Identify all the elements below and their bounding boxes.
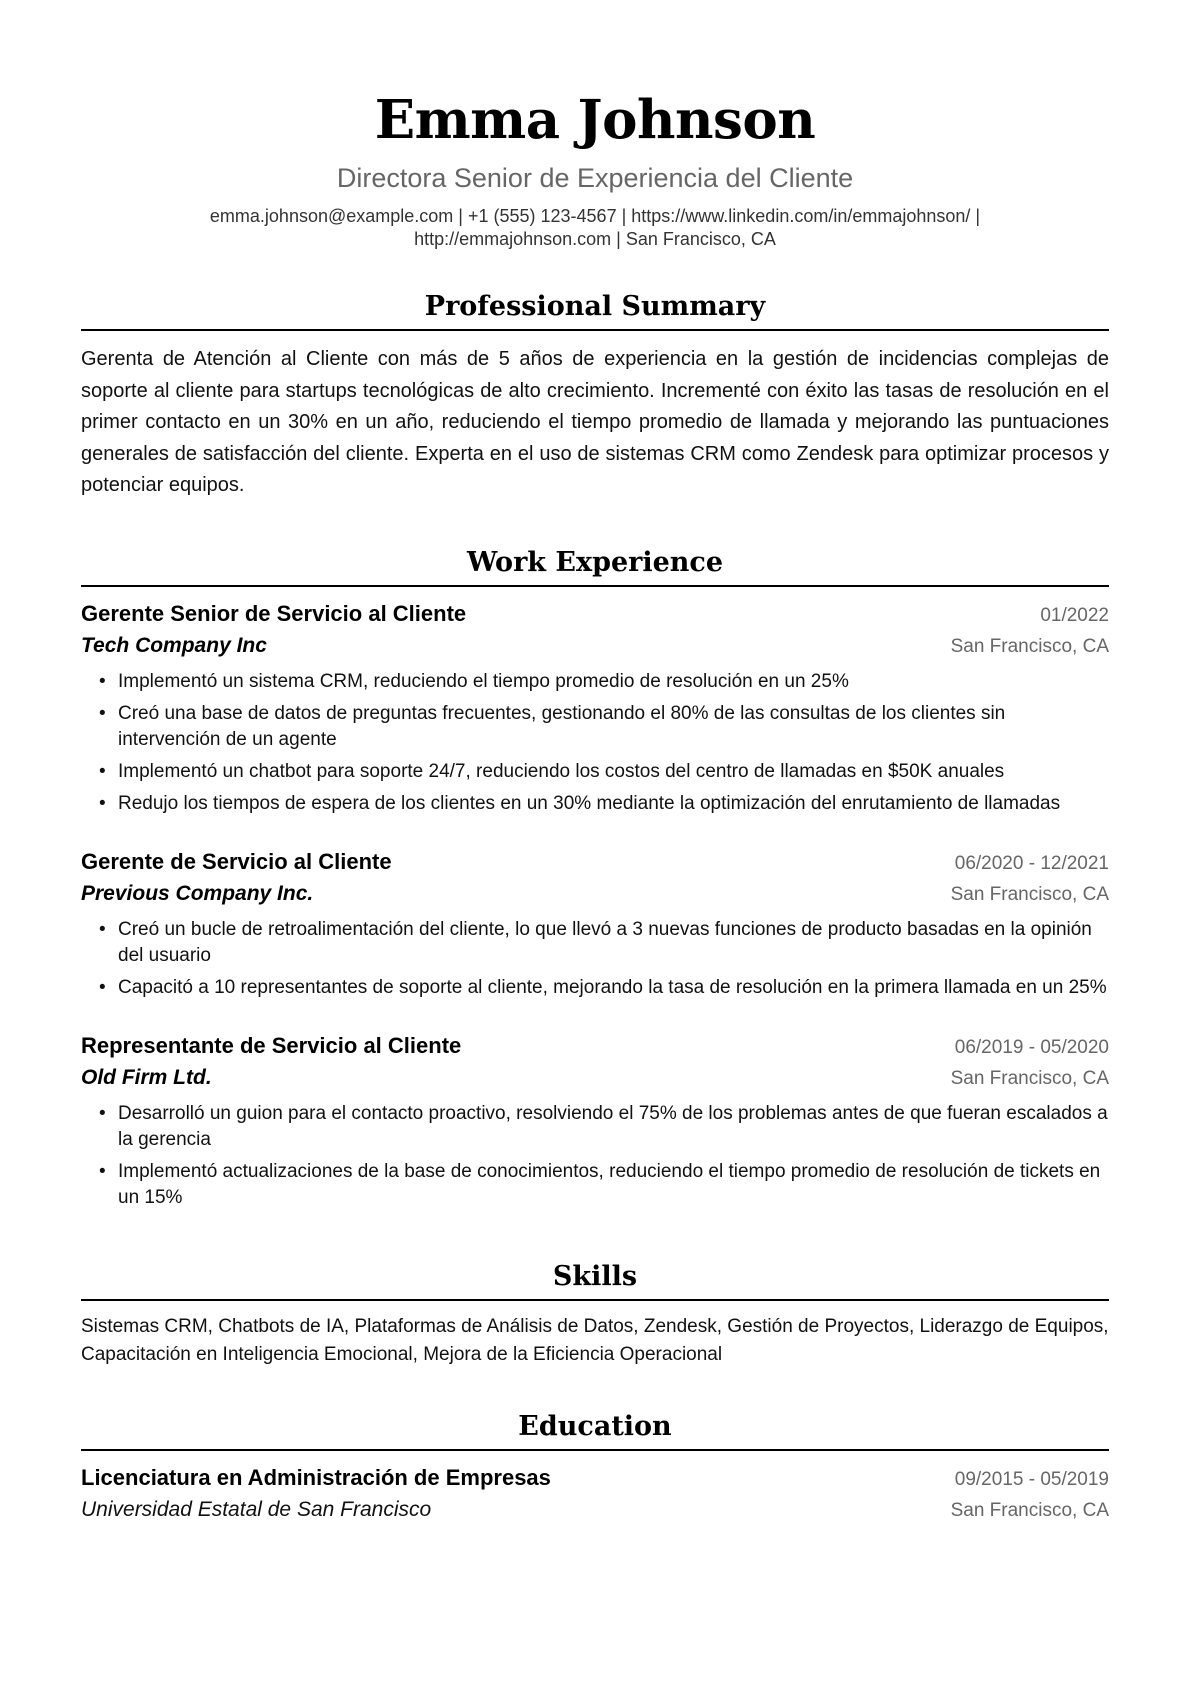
skills-text: Sistemas CRM, Chatbots de IA, Plataformas de Análisis de Datos, Zendesk, Gestión de Proyectos, Liderazgo de Equipos, Capacitación en Inteligencia Emocional, Mejora de la Eficiencia Operacional [81, 1315, 1109, 1365]
contact-line-1: emma.johnson@example.com | +1 (555) 123-4567 | https://www.linkedin.com/in/emmajohnson/ | [209, 206, 981, 226]
job-bullet: • Creó una base de datos de preguntas frecuentes, gestionando el 80% de las consultas de los clientes sin intervención de un agente [118, 701, 1109, 753]
skills-section [81, 1259, 1109, 1369]
education-degree: Licenciatura en Administración de Empresas [81, 1464, 551, 1490]
job-entry [81, 847, 1109, 1001]
job-company: Old Firm Ltd. [81, 1065, 212, 1089]
summary-heading: Professional Summary [81, 289, 1109, 331]
job-company: Previous Company Inc. [81, 881, 314, 905]
education-subheader-row [81, 1495, 1109, 1526]
job-date: 01/2022 [1040, 604, 1109, 626]
education-header-row [81, 1463, 1109, 1495]
job-date: 06/2020 - 12/2021 [954, 852, 1109, 874]
job-entry [81, 599, 1109, 817]
job-company: Tech Company Inc [81, 633, 267, 657]
candidate-name: Emma Johnson [374, 89, 816, 151]
education-heading: Education [81, 1409, 1109, 1451]
job-title: Gerente Senior de Servicio al Cliente [81, 600, 467, 626]
job-bullet: • Capacitó a 10 representantes de soporte al cliente, mejorando la tasa de resolución en la primera llamada en un 25% [118, 975, 1109, 1001]
job-date: 06/2019 - 05/2020 [954, 1036, 1109, 1058]
job-location: San Francisco, CA [950, 635, 1109, 657]
skills-heading: Skills [81, 1259, 1109, 1301]
job-bullet: • Implementó un chatbot para soporte 24/7, reduciendo los costos del centro de llamadas en $50K anuales [118, 759, 1109, 785]
job-entry [81, 1031, 1109, 1211]
summary-section [81, 289, 1109, 502]
job-bullets [81, 917, 1109, 1001]
job-title: Representante de Servicio al Cliente [81, 1032, 462, 1058]
job-subheader-row [81, 1063, 1109, 1094]
job-title: Gerente de Servicio al Cliente [81, 848, 392, 874]
contact-line-2: http://emmajohnson.com | San Francisco, CA [414, 229, 776, 249]
job-subheader-row [81, 631, 1109, 662]
contact-info [81, 205, 1109, 251]
job-bullets [81, 669, 1109, 817]
job-header-row [81, 847, 1109, 879]
education-date: 09/2015 - 05/2019 [954, 1468, 1109, 1490]
summary-text: Gerenta de Atención al Cliente con más de 5 años de experiencia en la gestión de incidencias complejas de soporte al cliente para startups tecnológicas de alto crecimiento. Incrementé con éxito las tasas de resolución en el primer contacto en un 30% en un año, reduciendo el tiempo promedio de llamada y mejorando las puntuaciones generales de satisfacción del cliente. Experta en el uso de sistemas CRM como Zendesk para optimizar procesos y potenciar equipos. [81, 348, 1109, 496]
education-entry [81, 1463, 1109, 1526]
job-bullet: • Desarrolló un guion para el contacto proactivo, resolviendo el 75% de los problemas antes de que fueran escalados a la gerencia [118, 1101, 1109, 1153]
experience-heading: Work Experience [81, 545, 1109, 587]
job-location: San Francisco, CA [950, 883, 1109, 905]
experience-section [81, 545, 1109, 1211]
job-location: San Francisco, CA [950, 1067, 1109, 1089]
job-bullet: • Redujo los tiempos de espera de los clientes en un 30% mediante la optimización del enrutamiento de llamadas [118, 791, 1109, 817]
education-section [81, 1409, 1109, 1526]
job-subheader-row [81, 879, 1109, 910]
job-bullet: • Implementó un sistema CRM, reduciendo el tiempo promedio de resolución en un 25% [118, 669, 1109, 695]
candidate-title: Directora Senior de Experiencia del Cliente [336, 163, 854, 193]
job-header-row [81, 599, 1109, 631]
education-location: San Francisco, CA [950, 1499, 1109, 1521]
job-header-row [81, 1031, 1109, 1063]
job-bullets [81, 1101, 1109, 1211]
education-school: Universidad Estatal de San Francisco [81, 1497, 432, 1521]
job-bullet: • Implementó actualizaciones de la base de conocimientos, reduciendo el tiempo promedio de resolución de tickets en un 15% [118, 1159, 1109, 1211]
job-bullet: • Creó un bucle de retroalimentación del cliente, lo que llevó a 3 nuevas funciones de producto basadas en la opinión del usuario [118, 917, 1109, 969]
resume-header [81, 0, 1109, 251]
